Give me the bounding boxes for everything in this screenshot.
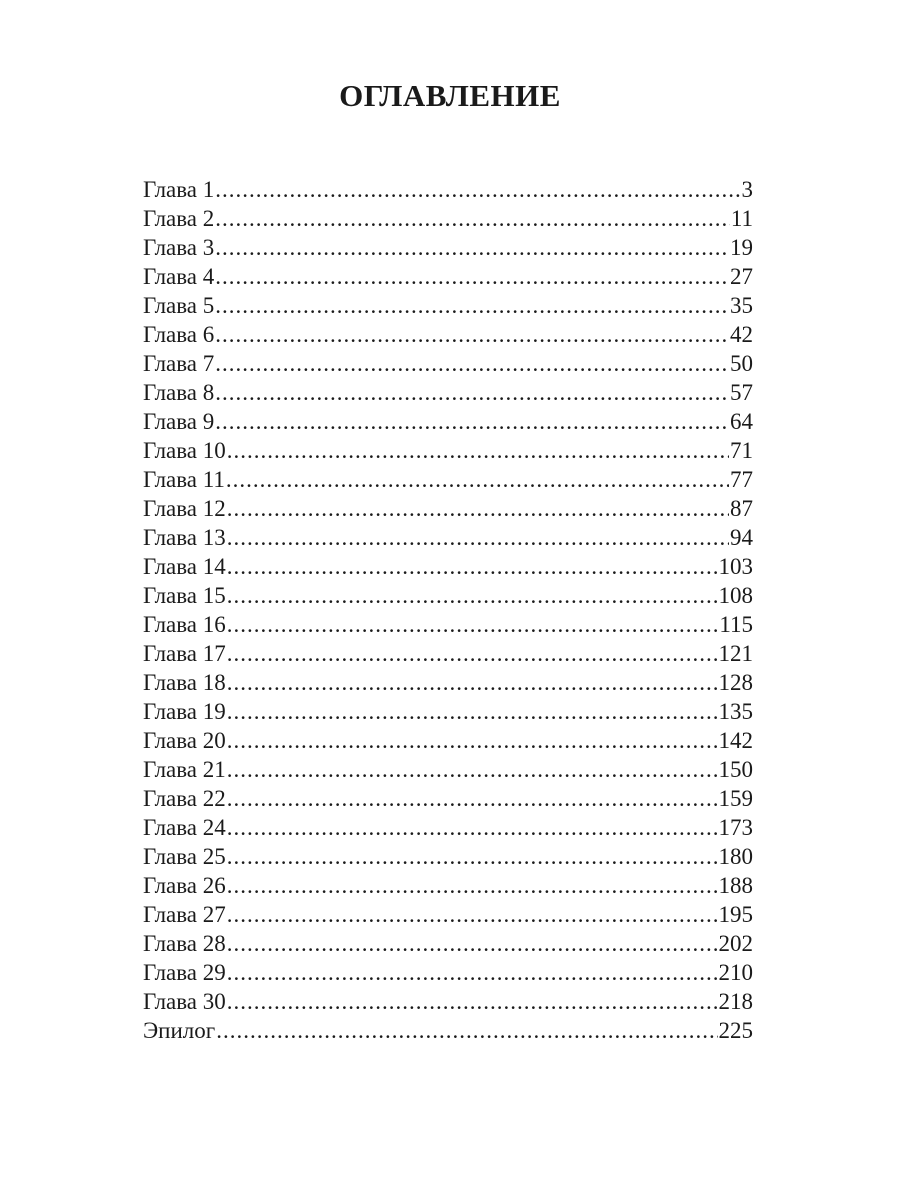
toc-entry-label: Глава 4 xyxy=(143,264,215,289)
toc-dot-leader xyxy=(227,697,718,726)
toc-entry-label: Глава 30 xyxy=(143,989,226,1014)
toc-entry[interactable] xyxy=(143,436,753,465)
toc-dot-leader xyxy=(215,320,729,349)
toc-entry[interactable] xyxy=(143,900,753,929)
toc-entry[interactable] xyxy=(143,697,753,726)
toc-dot-leader xyxy=(227,668,718,697)
toc-entry-page-number: 121 xyxy=(718,641,753,666)
page-title: ОГЛАВЛЕНИЕ xyxy=(339,78,561,113)
toc-dot-leader xyxy=(227,523,729,552)
toc-entry-label: Глава 17 xyxy=(143,641,226,666)
toc-entry[interactable] xyxy=(143,668,753,697)
toc-entry[interactable] xyxy=(143,291,753,320)
toc-dot-leader xyxy=(215,291,729,320)
toc-entry[interactable] xyxy=(143,842,753,871)
toc-entry-page-number: 94 xyxy=(730,525,753,550)
toc-entry-page-number: 35 xyxy=(730,293,753,318)
toc-entry[interactable] xyxy=(143,784,753,813)
toc-entry-label: Глава 27 xyxy=(143,902,226,927)
toc-entry-page-number: 3 xyxy=(741,177,753,202)
toc-entry[interactable] xyxy=(143,871,753,900)
toc-entry-page-number: 180 xyxy=(718,844,753,869)
toc-entry-page-number: 77 xyxy=(730,467,753,492)
toc-dot-leader xyxy=(227,784,718,813)
toc-dot-leader xyxy=(215,233,729,262)
toc-entry[interactable] xyxy=(143,987,753,1016)
toc-entry-label: Глава 11 xyxy=(143,467,225,492)
toc-dot-leader xyxy=(227,726,718,755)
toc-dot-leader xyxy=(215,378,729,407)
toc-entry-page-number: 57 xyxy=(730,380,753,405)
toc-entry-label: Глава 2 xyxy=(143,206,215,231)
toc-dot-leader xyxy=(227,581,718,610)
toc-entry-page-number: 19 xyxy=(730,235,753,260)
toc-entry[interactable] xyxy=(143,813,753,842)
toc-dot-leader xyxy=(227,610,719,639)
toc-dot-leader xyxy=(215,204,730,233)
toc-entry-label: Глава 6 xyxy=(143,322,215,347)
toc-entry-page-number: 210 xyxy=(718,960,753,985)
toc-dot-leader xyxy=(227,842,718,871)
toc-entry-page-number: 27 xyxy=(730,264,753,289)
toc-entry-page-number: 135 xyxy=(718,699,753,724)
toc-entry-page-number: 103 xyxy=(718,554,753,579)
toc-entry[interactable] xyxy=(143,755,753,784)
toc-entry[interactable] xyxy=(143,465,753,494)
toc-dot-leader xyxy=(227,639,718,668)
toc-entry[interactable] xyxy=(143,407,753,436)
toc-dot-leader xyxy=(227,755,718,784)
toc-dot-leader xyxy=(227,552,718,581)
toc-dot-leader xyxy=(215,349,729,378)
toc-entry-page-number: 218 xyxy=(718,989,753,1014)
toc-entry[interactable] xyxy=(143,175,753,204)
toc-entry-page-number: 225 xyxy=(718,1018,753,1043)
toc-entry[interactable] xyxy=(143,726,753,755)
toc-dot-leader xyxy=(227,436,729,465)
toc-entry-page-number: 50 xyxy=(730,351,753,376)
toc-entry-label: Глава 16 xyxy=(143,612,226,637)
toc-entry-page-number: 115 xyxy=(719,612,753,637)
toc-entry-page-number: 150 xyxy=(718,757,753,782)
toc-dot-leader xyxy=(227,871,718,900)
toc-entry-page-number: 128 xyxy=(718,670,753,695)
toc-dot-leader xyxy=(227,813,718,842)
toc-entry[interactable] xyxy=(143,262,753,291)
toc-dot-leader xyxy=(216,1016,717,1045)
toc-dot-leader xyxy=(226,465,729,494)
toc-dot-leader xyxy=(227,494,729,523)
toc-dot-leader xyxy=(215,407,729,436)
toc-entry-label: Глава 8 xyxy=(143,380,215,405)
toc-entry-label: Глава 20 xyxy=(143,728,226,753)
toc-entry-label: Глава 21 xyxy=(143,757,226,782)
toc-entry-label: Эпилог xyxy=(143,1018,216,1043)
toc-dot-leader xyxy=(215,175,740,204)
toc-entry-page-number: 71 xyxy=(730,438,753,463)
toc-entry[interactable] xyxy=(143,378,753,407)
toc-entry-label: Глава 13 xyxy=(143,525,226,550)
toc-entry-label: Глава 5 xyxy=(143,293,215,318)
toc-dot-leader xyxy=(227,958,718,987)
toc-entry-label: Глава 19 xyxy=(143,699,226,724)
toc-entry[interactable] xyxy=(143,204,753,233)
toc-entry-page-number: 173 xyxy=(718,815,753,840)
toc-entry[interactable] xyxy=(143,929,753,958)
toc-entry-page-number: 42 xyxy=(730,322,753,347)
toc-entry[interactable] xyxy=(143,639,753,668)
toc-entry-page-number: 11 xyxy=(730,206,753,231)
toc-entry-label: Глава 28 xyxy=(143,931,226,956)
toc-entry[interactable] xyxy=(143,552,753,581)
toc-entry-label: Глава 25 xyxy=(143,844,226,869)
toc-entry-label: Глава 10 xyxy=(143,438,226,463)
toc-entry[interactable] xyxy=(143,523,753,552)
toc-entry-label: Глава 29 xyxy=(143,960,226,985)
toc-entry-page-number: 195 xyxy=(718,902,753,927)
toc-entry[interactable] xyxy=(143,581,753,610)
toc-entry-label: Глава 7 xyxy=(143,351,215,376)
table-of-contents xyxy=(143,175,753,1045)
toc-entry-page-number: 202 xyxy=(718,931,753,956)
toc-entry-label: Глава 22 xyxy=(143,786,226,811)
toc-dot-leader xyxy=(227,929,718,958)
toc-entry-page-number: 64 xyxy=(730,409,753,434)
toc-entry[interactable] xyxy=(143,349,753,378)
toc-entry-page-number: 87 xyxy=(730,496,753,521)
toc-dot-leader xyxy=(227,900,718,929)
toc-dot-leader xyxy=(215,262,729,291)
toc-entry-label: Глава 3 xyxy=(143,235,215,260)
toc-entry[interactable] xyxy=(143,958,753,987)
toc-entry[interactable] xyxy=(143,494,753,523)
toc-entry-label: Глава 12 xyxy=(143,496,226,521)
toc-entry[interactable] xyxy=(143,233,753,262)
toc-entry-label: Глава 18 xyxy=(143,670,226,695)
toc-dot-leader xyxy=(227,987,718,1016)
toc-entry-label: Глава 26 xyxy=(143,873,226,898)
toc-entry-page-number: 108 xyxy=(718,583,753,608)
toc-entry-page-number: 188 xyxy=(718,873,753,898)
toc-entry-label: Глава 1 xyxy=(143,177,215,202)
toc-entry-label: Глава 9 xyxy=(143,409,215,434)
toc-entry[interactable] xyxy=(143,320,753,349)
toc-entry-label: Глава 15 xyxy=(143,583,226,608)
toc-entry[interactable] xyxy=(143,610,753,639)
toc-entry-page-number: 159 xyxy=(718,786,753,811)
toc-entry[interactable] xyxy=(143,1016,753,1045)
toc-entry-page-number: 142 xyxy=(718,728,753,753)
toc-entry-label: Глава 14 xyxy=(143,554,226,579)
toc-entry-label: Глава 24 xyxy=(143,815,226,840)
